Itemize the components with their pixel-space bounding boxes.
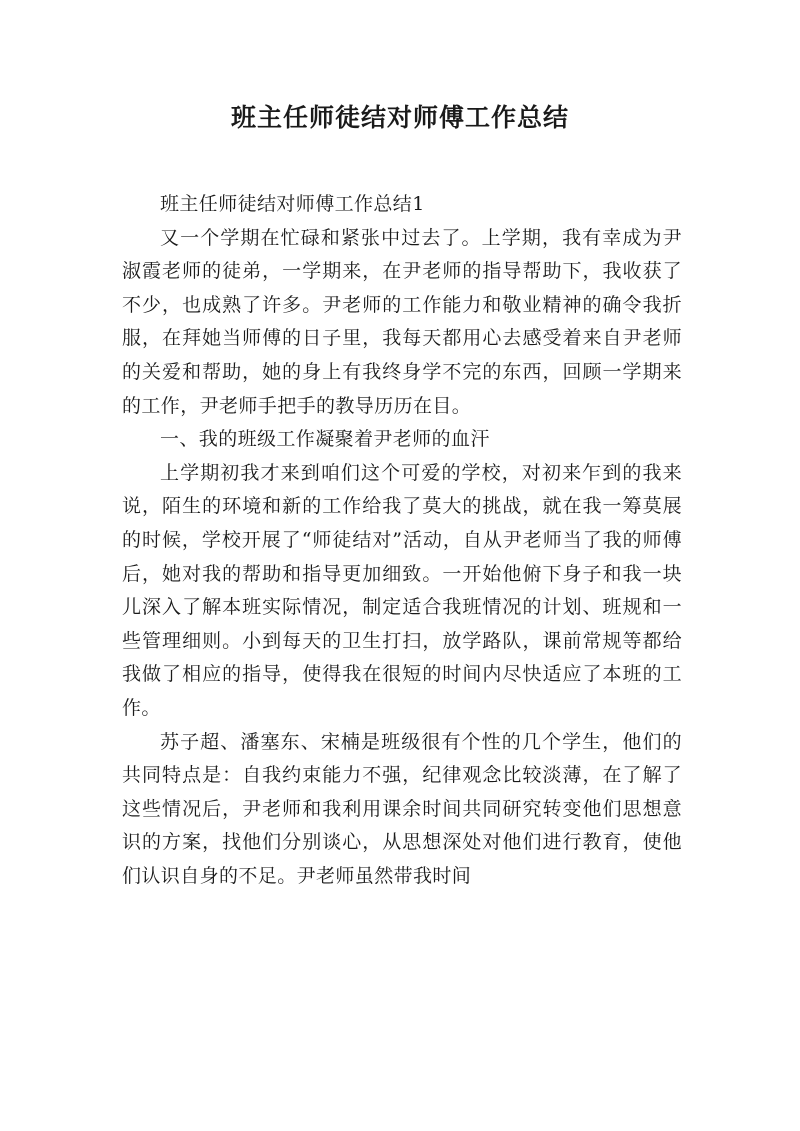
- paragraph: 上学期初我才来到咱们这个可爱的学校，对初来乍到的我来说，陌生的环境和新的工作给我了莫大的挑战，就在我一筹莫展的时候，学校开展了“师徒结对”活动，自从尹老师当了我的师傅后，她对我的帮助和指导更加细致。一开始他俯下身子和我一块儿深入了解本班实际情况，制定适合我班情况的计划、班规和一些管理细则。小到每天的卫生打扫，放学路队，课前常规等都给我做了相应的指导，使得我在很短的时间内尽快适应了本班的工作。: [122, 461, 682, 719]
- paragraph: 苏子超、潘塞东、宋楠是班级很有个性的几个学生，他们的共同特点是：自我约束能力不强，纪律观念比较淡薄，在了解了这些情况后，尹老师和我利用课余时间共同研究转变他们思想意识的方案，找他们分别谈心，从思想深处对他们进行教育，使他们认识自身的不足。尹老师虽然带我时间: [122, 730, 682, 887]
- paragraph-intro: 又一个学期在忙碌和紧张中过去了。上学期，我有幸成为尹淑霞老师的徒弟，一学期来，在尹老师的指导帮助下，我收获了不少，也成熟了许多。尹老师的工作能力和敬业精神的确令我折服，在拜她当师傅的日子里，我每天都用心去感受着来自尹老师的关爱和帮助，她的身上有我终身学不完的东西，回顾一学期来的工作，尹老师手把手的教导历历在目。: [122, 226, 682, 417]
- document-body: [122, 188, 682, 893]
- section-subtitle: 班主任师徒结对师傅工作总结1: [160, 193, 425, 215]
- document-title: 班主任师徒结对师傅工作总结: [230, 103, 569, 132]
- section-heading: 一、我的班级工作凝聚着尹老师的血汗: [160, 428, 490, 451]
